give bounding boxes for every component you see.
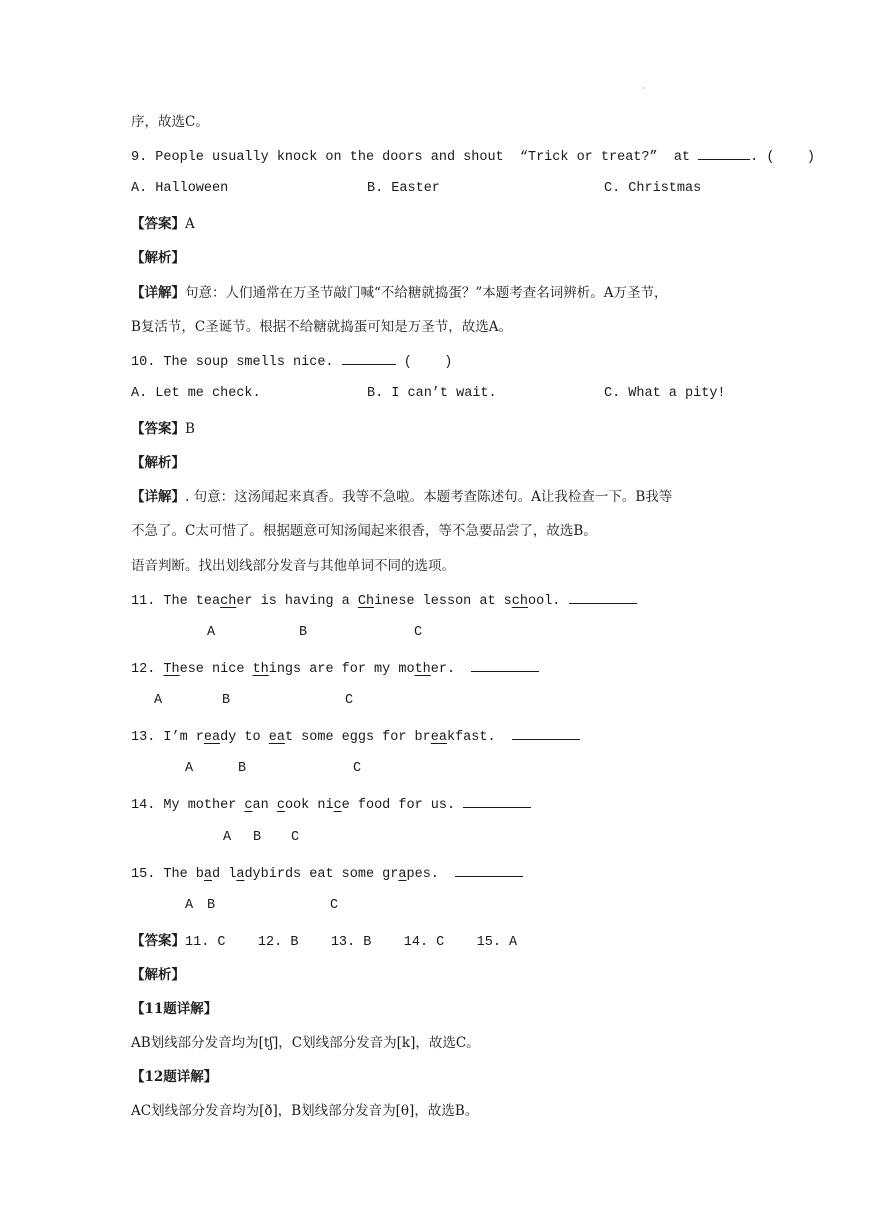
q14-letter-a: A: [223, 830, 232, 845]
q11-15-answer: [131, 932, 517, 952]
q10-option-b: B. I can’t wait.: [367, 386, 497, 401]
q11-letter-b: B: [299, 625, 308, 640]
q14-letter-b: B: [253, 830, 262, 845]
header-mark: ·: [642, 84, 645, 93]
q12-letter-a: A: [154, 693, 163, 708]
q11-detail-label: 【11题详解】: [131, 1001, 218, 1017]
underlined-part: ch: [511, 594, 528, 609]
question-10: [131, 352, 452, 372]
underlined-part: c: [276, 798, 285, 813]
q10-stem: 10. The soup smells nice.: [131, 355, 334, 370]
q9-at: at: [673, 150, 691, 165]
q12-letter-c: C: [345, 693, 354, 708]
q12-detail: AC划线部分发音均为[ð]，B划线部分发音为[θ]，故选B。: [131, 1103, 479, 1119]
question-12: 12. These nice things are for my mother.: [131, 659, 539, 679]
question-11: 11. The teacher is having a Chinese lesson at school.: [131, 591, 637, 611]
detail-text: . 句意：这汤闻起来真香。我等不急啦。本题考查陈述句。A让我检查一下。B我等: [185, 489, 673, 505]
q9-option-c: C. Christmas: [604, 181, 702, 196]
continuation-text: 序，故选C。: [131, 114, 209, 130]
q9-paren: . ( ): [750, 150, 815, 165]
q9-answer: [131, 215, 195, 233]
q13-letter-b: B: [238, 761, 247, 776]
q9-detail-line2: B复活节，C圣诞节。根据不给糖就捣蛋可知是万圣节，故选A。: [131, 319, 512, 335]
question-13: 13. I’m ready to eat some eggs for breakfast.: [131, 727, 580, 747]
section-instruction: 语音判断。找出划线部分发音与其他单词不同的选项。: [131, 558, 455, 574]
question-9: [131, 147, 815, 167]
q15-blank: [455, 864, 523, 877]
answer-label: 【答案】: [131, 216, 185, 232]
q9-option-a: A. Halloween: [131, 181, 229, 196]
underlined-part: th: [414, 662, 431, 677]
q9-option-b: B. Easter: [367, 181, 440, 196]
q10-paren: ( ): [403, 355, 453, 370]
q9-detail: [131, 284, 668, 302]
q10-option-c: C. What a pity!: [604, 386, 726, 401]
q15-letter-a: A: [185, 898, 194, 913]
underlined-part: a: [203, 867, 213, 882]
q10-blank: [342, 352, 396, 365]
question-14: 14. My mother can cook nice food for us.: [131, 795, 531, 815]
answer-label: 【答案】: [131, 933, 185, 949]
detail-label: 【详解】: [131, 285, 185, 301]
underlined-part: c: [244, 798, 253, 813]
q10-detail: [131, 488, 672, 506]
q12-blank: [471, 659, 539, 672]
answer-label: 【答案】: [131, 421, 185, 437]
q9-blank: [698, 147, 750, 160]
question-15: 15. The bad ladybirds eat some grapes.: [131, 864, 523, 884]
q14-letter-c: C: [291, 830, 300, 845]
q11-detail: AB划线部分发音均为[tʃ]，C划线部分发音为[k]，故选C。: [131, 1035, 480, 1051]
underlined-part: ea: [430, 730, 447, 745]
q10-option-a: A. Let me check.: [131, 386, 261, 401]
q13-letter-c: C: [353, 761, 362, 776]
q9-stem: 9. People usually knock on the doors and shout: [131, 150, 504, 165]
underlined-part: th: [252, 662, 269, 677]
q9-quote: “Trick or treat?”: [519, 150, 658, 165]
q11-letter-c: C: [414, 625, 423, 640]
q10-answer: [131, 420, 195, 438]
underlined-part: a: [398, 867, 407, 882]
detail-text: 句意：人们通常在万圣节敲门喊“不给糖就捣蛋？”本题考查名词辨析。A万圣节，: [185, 285, 668, 301]
q12-letter-b: B: [222, 693, 231, 708]
underlined-part: ch: [220, 594, 237, 609]
q11-letter-a: A: [207, 625, 216, 640]
answer-value: A: [185, 216, 195, 232]
answer-values: 11. C 12. B 13. B 14. C 15. A: [185, 935, 518, 950]
answer-value: B: [185, 421, 195, 437]
underlined-part: Ch: [357, 594, 375, 609]
q10-analysis-label: 【解析】: [131, 455, 185, 471]
q13-letter-a: A: [185, 761, 194, 776]
underlined-part: ea: [268, 730, 285, 745]
q14-blank: [463, 795, 531, 808]
q10-detail-line2: 不急了。C太可惜了。根据题意可知汤闻起来很香，等不急要品尝了，故选B。: [131, 523, 597, 539]
q15-letter-c: C: [330, 898, 339, 913]
underlined-part: Th: [163, 662, 180, 677]
underlined-part: c: [333, 798, 342, 813]
q13-blank: [512, 727, 580, 740]
underlined-part: a: [236, 867, 245, 882]
underlined-part: ea: [203, 730, 221, 745]
q12-detail-label: 【12题详解】: [131, 1069, 218, 1085]
detail-label: 【详解】: [131, 489, 185, 505]
q11-15-analysis-label: 【解析】: [131, 967, 185, 983]
q9-analysis-label: 【解析】: [131, 250, 185, 266]
q15-letter-b: B: [207, 898, 216, 913]
q11-blank: [569, 591, 637, 604]
